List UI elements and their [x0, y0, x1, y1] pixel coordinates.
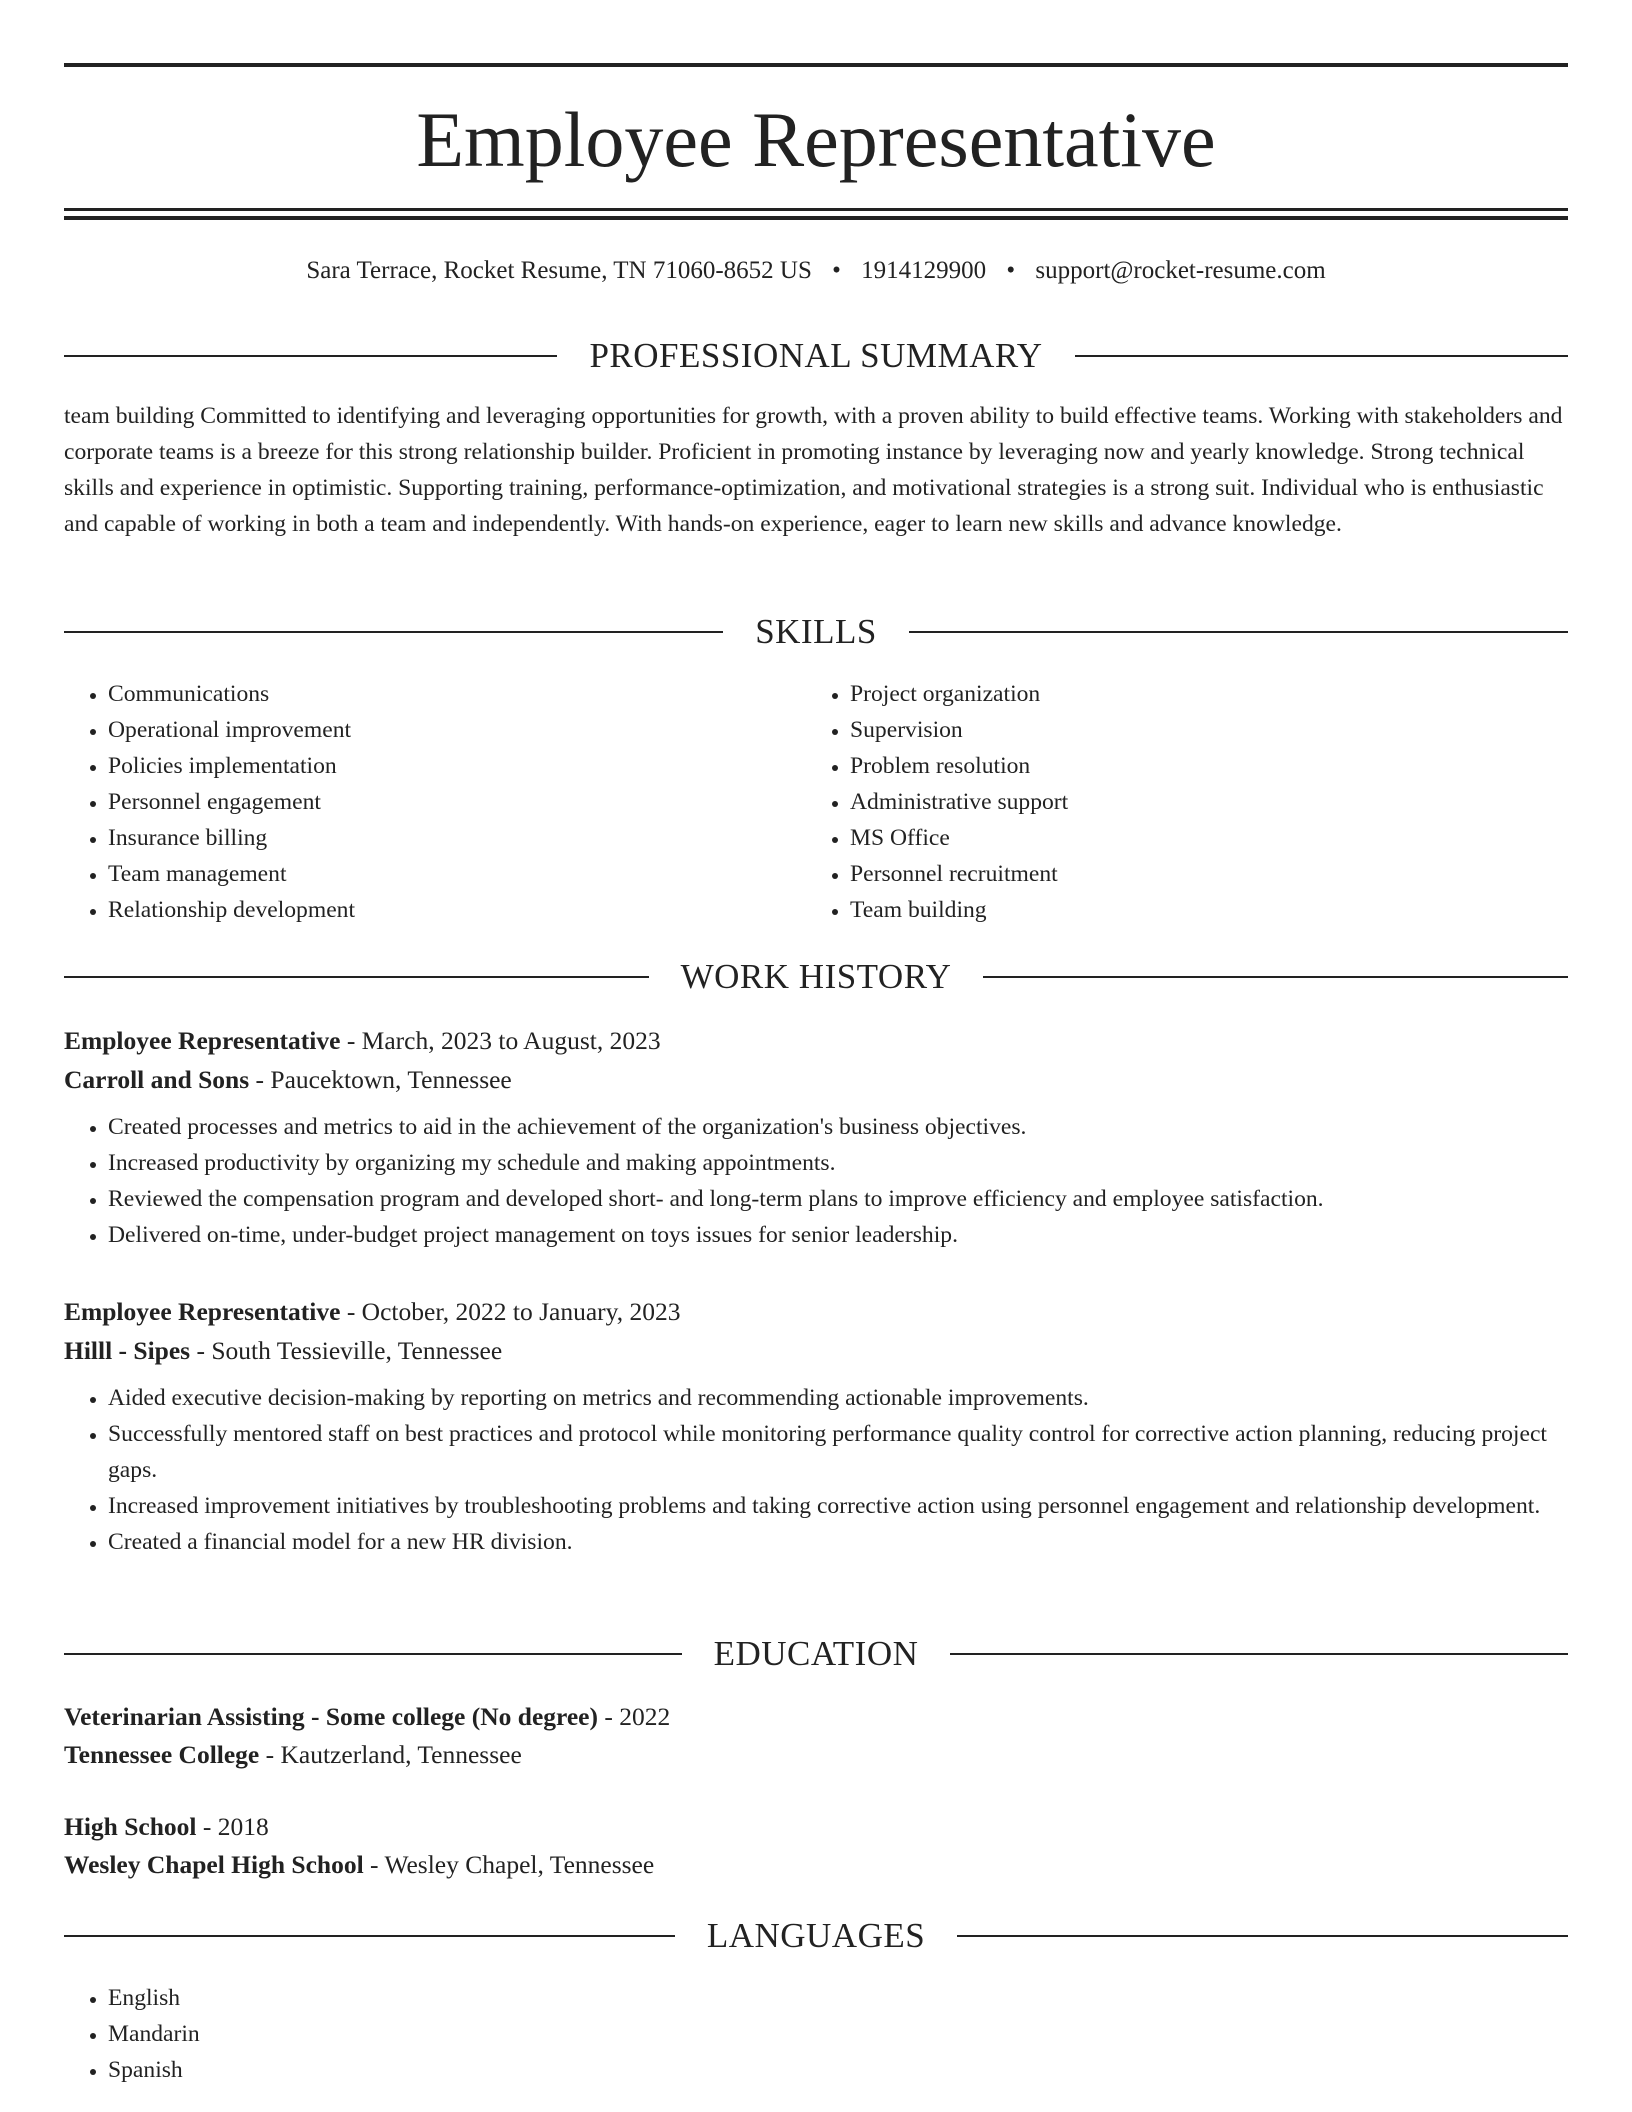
heading-rule-left	[64, 355, 557, 357]
section-title-skills: SKILLS	[755, 612, 877, 651]
skill-item: • Personnel recruitment	[850, 856, 1550, 892]
section-title-work: WORK HISTORY	[680, 957, 952, 996]
section-heading-summary	[64, 336, 1568, 376]
job-bullets	[64, 1380, 1568, 1560]
heading-rule-left	[64, 1653, 682, 1655]
skill-item: • Administrative support	[850, 784, 1550, 820]
language-item: • English	[108, 1980, 200, 2016]
heading-rule-right	[983, 976, 1568, 978]
education-entry	[64, 1698, 1568, 1774]
job-company: Hilll - Sipes	[64, 1336, 191, 1365]
title-double-rule	[64, 208, 1568, 220]
section-heading-languages	[64, 1916, 1568, 1956]
job-company-line	[64, 1331, 1568, 1370]
heading-rule-left	[64, 1935, 675, 1937]
job-entry	[64, 1292, 1568, 1560]
job-bullet: • Aided executive decision-making by reporting on metrics and recommending actionable improvements.	[108, 1380, 1568, 1416]
skill-item: • Personnel engagement	[108, 784, 808, 820]
heading-rule-left	[64, 631, 723, 633]
heading-rule-left	[64, 976, 649, 978]
job-location: - Paucektown, Tennessee	[249, 1065, 512, 1094]
job-company-line	[64, 1060, 1568, 1099]
section-title-education: EDUCATION	[713, 1634, 919, 1673]
section-heading-work	[64, 957, 1568, 997]
education-entry	[64, 1808, 1568, 1884]
education-school-line	[64, 1736, 1568, 1774]
education-year: - 2018	[196, 1812, 269, 1841]
job-title-line	[64, 1292, 1568, 1331]
job-bullet: • Created processes and metrics to aid in the achievement of the organization's business objectives.	[108, 1109, 1568, 1145]
summary-text: team building Committed to identifying and leveraging opportunities for growth, with a proven ability to build effective teams. Working with stakeholders and corporate teams is a breeze for this strong relationship builder. Proficient in promoting instance by leveraging now and yearly knowledge. Strong technical skills and experience in optimistic. Supporting training, performance-optimization, and motivational strategies is a strong suit. Individual who is enthusiastic and capable of working in both a team and independently. With hands-on experience, eager to learn new skills and advance knowledge.	[64, 403, 1563, 537]
section-title-summary: PROFESSIONAL SUMMARY	[589, 336, 1043, 375]
resume-title: Employee Representative	[416, 96, 1216, 183]
job-company: Carroll and Sons	[64, 1065, 250, 1094]
section-title-languages: LANGUAGES	[706, 1916, 926, 1955]
skill-item: • Communications	[108, 676, 808, 712]
top-rule	[64, 63, 1568, 67]
contact-email: support@rocket-resume.com	[1035, 257, 1326, 284]
job-title: Employee Representative	[64, 1297, 341, 1326]
job-bullets	[64, 1109, 1568, 1253]
skill-item: • Operational improvement	[108, 712, 808, 748]
heading-rule-right	[957, 1935, 1568, 1937]
job-title-line	[64, 1021, 1568, 1060]
job-bullet: • Reviewed the compensation program and developed short- and long-term plans to improve efficiency and employee satisfaction.	[108, 1181, 1568, 1217]
skill-item: • Policies implementation	[108, 748, 808, 784]
section-heading-education	[64, 1634, 1568, 1674]
education-school: Tennessee College	[64, 1740, 260, 1769]
education-degree: High School	[64, 1812, 197, 1841]
skills-list-left	[64, 676, 808, 928]
skill-item: • Supervision	[850, 712, 1550, 748]
job-bullet: • Increased productivity by organizing my schedule and making appointments.	[108, 1145, 1568, 1181]
languages-list	[64, 1980, 200, 2088]
skill-item: • Problem resolution	[850, 748, 1550, 784]
education-school-line	[64, 1846, 1568, 1884]
job-bullet: • Created a financial model for a new HR division.	[108, 1524, 1568, 1560]
job-location: - South Tessieville, Tennessee	[190, 1336, 503, 1365]
education-degree-line	[64, 1698, 1568, 1736]
skill-item: • Insurance billing	[108, 820, 808, 856]
language-item: • Spanish	[108, 2052, 200, 2088]
heading-rule-right	[909, 631, 1568, 633]
language-item: • Mandarin	[108, 2016, 200, 2052]
job-dates: - March, 2023 to August, 2023	[340, 1026, 661, 1055]
job-bullet: • Increased improvement initiatives by troubleshooting problems and taking corrective action using personnel engagement and relationship development.	[108, 1488, 1568, 1524]
job-title: Employee Representative	[64, 1026, 341, 1055]
contact-separator: •	[832, 257, 841, 284]
skill-item: • Team management	[108, 856, 808, 892]
heading-rule-right	[950, 1653, 1568, 1655]
job-bullet: • Delivered on-time, under-budget project management on toys issues for senior leadership.	[108, 1217, 1568, 1253]
skill-item: • Project organization	[850, 676, 1550, 712]
contact-address: Sara Terrace, Rocket Resume, TN 71060-8652 US	[306, 257, 812, 284]
contact-line	[64, 254, 1568, 288]
education-location: - Kautzerland, Tennessee	[259, 1740, 522, 1769]
job-entry	[64, 1021, 1568, 1253]
education-degree: Veterinarian Assisting - Some college (No degree)	[64, 1702, 598, 1731]
skill-item: • Team building	[850, 892, 1550, 928]
heading-rule-right	[1075, 355, 1568, 357]
job-dates: - October, 2022 to January, 2023	[340, 1297, 681, 1326]
skill-item: • MS Office	[850, 820, 1550, 856]
education-location: - Wesley Chapel, Tennessee	[363, 1850, 655, 1879]
job-bullet: • Successfully mentored staff on best practices and protocol while monitoring performance quality control for corrective action planning, reducing project gaps.	[108, 1416, 1568, 1488]
education-degree-line	[64, 1808, 1568, 1846]
skills-list-right	[806, 676, 1550, 928]
contact-separator: •	[1006, 257, 1016, 284]
education-school: Wesley Chapel High School	[64, 1850, 364, 1879]
contact-phone: 1914129900	[861, 257, 987, 284]
education-year: - 2022	[598, 1702, 671, 1731]
section-heading-skills	[64, 612, 1568, 652]
skill-item: • Relationship development	[108, 892, 808, 928]
